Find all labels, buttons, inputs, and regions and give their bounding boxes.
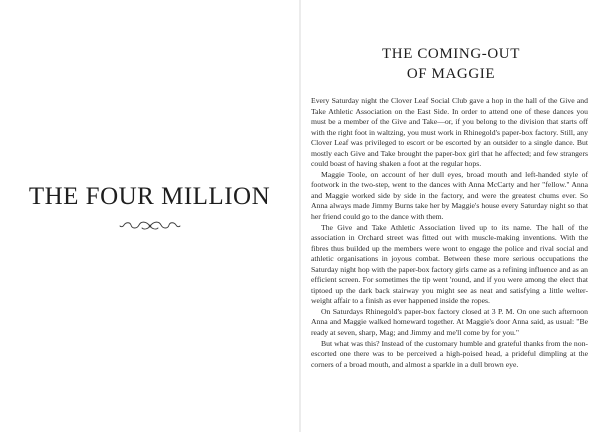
paragraph-4: On Saturdays Rhinegold's paper-box factory closed at 3 P. M. On one such afternoon Anna and Maggie walked homeward together. At Maggie's door Anna said, as usual: "Be ready at seven, sharp, Mag; and Jimmy and me'll come by for you." [311, 306, 588, 338]
chapter-title-line-2: OF MAGGIE [406, 66, 496, 82]
left-page [0, 0, 299, 432]
right-page [301, 0, 600, 432]
chapter-title [311, 44, 591, 84]
paragraph-2: Maggie Toole, on account of her dull eyes, broad mouth and left-handed style of footwork in the two-step, went to the dances with Anna McCarty and her "fellow." Anna and Maggie worked side by side in the factory, and were the greatest chums ever. So Anna always made Jimmy Burns take her by Maggie's house every Saturday night so that her friend could go to the dance with them. [311, 169, 588, 222]
paragraph-3: The Give and Take Athletic Association lived up to its name. The hall of the association in Orchard street was fitted out with muscle-making inventions. With the fibres thus builded up the members were wont to engage the police and rival social and athletic organisations in joyous combat. Between these more serious occupations the Saturday night hop with the paper-box factory girls came as a refining influence and as an efficient screen. For sometimes the tip went 'round, and if you were among the elect that tiptoed up the dark back stairway you might see as neat and satisfying a little welter-weight affair to a finish as ever happened inside the ropes. [311, 222, 588, 306]
chapter-title-line-1: THE COMING-OUT [382, 46, 520, 62]
paragraph-5: But what was this? Instead of the customary humble and grateful thanks from the non-escorted one there was to be perceived a high-poised head, a prideful dimpling at the corners of a broad mouth, and almost a sparkle in a dull brown eye. [311, 338, 588, 369]
chapter-body [311, 96, 588, 370]
paragraph-1: Every Saturday night the Clover Leaf Social Club gave a hop in the hall of the Give and Take Athletic Association on the East Side. In order to attend one of these dances you must be a member of the Give and Take—or, if you belong to the division that starts off with the right foot in waltzing, you must work in Rhinegold's paper-box factory. Still, any Clover Leaf was privileged to escort or be escorted by an outsider to a single dance. But mostly each Give and Take brought the paper-box girl that he affected; and few strangers could boast of having shaken a foot at the regular hops. [311, 96, 588, 169]
book-title: THE FOUR MILLION [28, 183, 271, 210]
flourish-ornament-icon [119, 219, 181, 233]
